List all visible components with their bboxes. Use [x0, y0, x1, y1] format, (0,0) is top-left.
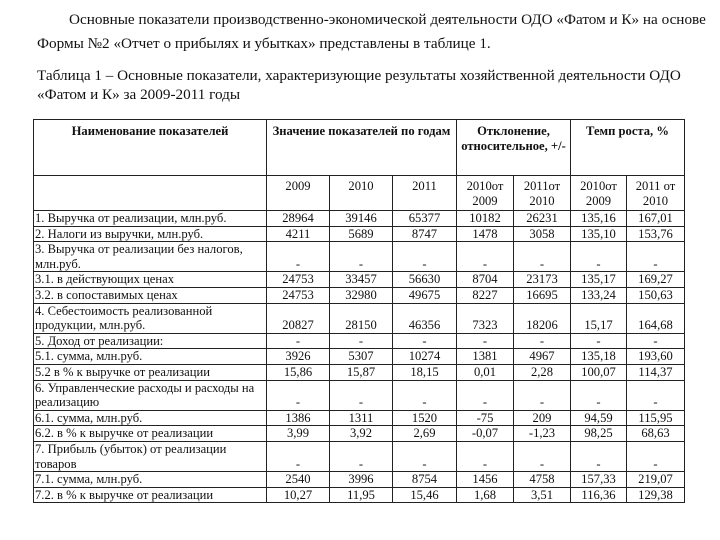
- value-cell: 3058: [514, 226, 571, 242]
- value-cell: 167,01: [627, 211, 685, 227]
- value-cell: 1386: [267, 410, 330, 426]
- value-cell: -: [393, 441, 457, 471]
- table-row: [34, 303, 685, 333]
- value-cell: 135,18: [571, 349, 627, 365]
- table-row: [34, 226, 685, 242]
- subheader-cell: 2010от 2009: [457, 176, 514, 211]
- value-cell: -75: [457, 410, 514, 426]
- value-cell: -: [393, 380, 457, 410]
- row-label: 6.1. сумма, млн.руб.: [34, 410, 267, 426]
- row-label: 3.1. в действующих ценах: [34, 272, 267, 288]
- value-cell: 65377: [393, 211, 457, 227]
- value-cell: 23173: [514, 272, 571, 288]
- header-name: Наименование показателей: [34, 120, 267, 176]
- value-cell: -: [330, 380, 393, 410]
- value-cell: -: [393, 333, 457, 349]
- value-cell: -: [571, 441, 627, 471]
- row-label: 5.1. сумма, млн.руб.: [34, 349, 267, 365]
- value-cell: -: [571, 333, 627, 349]
- value-cell: 1478: [457, 226, 514, 242]
- header-deviation: Отклонение, относительное, +/-: [457, 120, 571, 176]
- value-cell: -: [330, 242, 393, 272]
- table-row: [34, 287, 685, 303]
- value-cell: 68,63: [627, 426, 685, 442]
- value-cell: 1,68: [457, 487, 514, 503]
- table-row: [34, 441, 685, 471]
- value-cell: -: [267, 441, 330, 471]
- table-row: [34, 242, 685, 272]
- value-cell: 3,99: [267, 426, 330, 442]
- value-cell: -: [514, 333, 571, 349]
- value-cell: 46356: [393, 303, 457, 333]
- table-row: [34, 380, 685, 410]
- value-cell: 24753: [267, 272, 330, 288]
- value-cell: 8747: [393, 226, 457, 242]
- subheader-cell: 2011 от 2010: [627, 176, 685, 211]
- subheader-empty: [34, 176, 267, 211]
- value-cell: 133,24: [571, 287, 627, 303]
- value-cell: 56630: [393, 272, 457, 288]
- table-row: [34, 364, 685, 380]
- row-label: 7. Прибыль (убыток) от реализации товаров: [34, 441, 267, 471]
- table-row: [34, 349, 685, 365]
- value-cell: 32980: [330, 287, 393, 303]
- row-label: 7.2. в % к выручке от реализации: [34, 487, 267, 503]
- value-cell: 5689: [330, 226, 393, 242]
- value-cell: -: [267, 333, 330, 349]
- row-label: 3.2. в сопоставимых ценах: [34, 287, 267, 303]
- value-cell: 26231: [514, 211, 571, 227]
- table-row: [34, 426, 685, 442]
- value-cell: 3,92: [330, 426, 393, 442]
- value-cell: 3926: [267, 349, 330, 365]
- value-cell: -: [267, 242, 330, 272]
- value-cell: 4967: [514, 349, 571, 365]
- value-cell: -: [330, 441, 393, 471]
- value-cell: 15,87: [330, 364, 393, 380]
- value-cell: -: [627, 441, 685, 471]
- row-label: 5.2 в % к выручке от реализации: [34, 364, 267, 380]
- value-cell: 116,36: [571, 487, 627, 503]
- value-cell: 20827: [267, 303, 330, 333]
- table-row: [34, 472, 685, 488]
- subheader-cell: 2009: [267, 176, 330, 211]
- value-cell: 18206: [514, 303, 571, 333]
- value-cell: 7323: [457, 303, 514, 333]
- value-cell: 115,95: [627, 410, 685, 426]
- subheader-row: [34, 176, 685, 211]
- header-values: Значение показателей по годам: [267, 120, 457, 176]
- value-cell: 18,15: [393, 364, 457, 380]
- value-cell: 4211: [267, 226, 330, 242]
- table-row: [34, 410, 685, 426]
- subheader-cell: 2011от 2010: [514, 176, 571, 211]
- value-cell: 11,95: [330, 487, 393, 503]
- value-cell: 150,63: [627, 287, 685, 303]
- value-cell: 114,37: [627, 364, 685, 380]
- subheader-cell: 2010от 2009: [571, 176, 627, 211]
- value-cell: -1,23: [514, 426, 571, 442]
- value-cell: 94,59: [571, 410, 627, 426]
- value-cell: 2,69: [393, 426, 457, 442]
- table-caption: Таблица 1 – Основные показатели, характеризующие результаты хозяйственной деятельности ОДО «Фатом и К» за 2009-2011 годы: [37, 67, 681, 103]
- value-cell: 219,07: [627, 472, 685, 488]
- value-cell: -: [457, 441, 514, 471]
- indicators-table: [33, 119, 685, 503]
- row-label: 1. Выручка от реализации, млн.руб.: [34, 211, 267, 227]
- value-cell: 39146: [330, 211, 393, 227]
- row-label: 2. Налоги из выручки, млн.руб.: [34, 226, 267, 242]
- value-cell: -: [627, 380, 685, 410]
- value-cell: -: [267, 380, 330, 410]
- row-label: 6. Управленческие расходы и расходы на реализацию: [34, 380, 267, 410]
- table-row: [34, 487, 685, 503]
- value-cell: 28150: [330, 303, 393, 333]
- value-cell: 10274: [393, 349, 457, 365]
- value-cell: -: [457, 380, 514, 410]
- intro-paragraph: Основные показатели производственно-экономической деятельности ОДО «Фатом и К» на основе Формы №2 «Отчет о прибылях и убытках» представлены в таблице 1.: [37, 11, 706, 52]
- value-cell: -: [514, 441, 571, 471]
- value-cell: -: [627, 242, 685, 272]
- value-cell: 164,68: [627, 303, 685, 333]
- value-cell: 153,76: [627, 226, 685, 242]
- value-cell: 33457: [330, 272, 393, 288]
- value-cell: 8704: [457, 272, 514, 288]
- value-cell: 49675: [393, 287, 457, 303]
- table-body: [34, 211, 685, 503]
- value-cell: 2,28: [514, 364, 571, 380]
- value-cell: 157,33: [571, 472, 627, 488]
- value-cell: -: [514, 380, 571, 410]
- table-row: [34, 333, 685, 349]
- value-cell: -: [457, 333, 514, 349]
- value-cell: 2540: [267, 472, 330, 488]
- value-cell: 1311: [330, 410, 393, 426]
- value-cell: -: [571, 380, 627, 410]
- value-cell: 15,46: [393, 487, 457, 503]
- value-cell: 193,60: [627, 349, 685, 365]
- value-cell: 169,27: [627, 272, 685, 288]
- value-cell: 8227: [457, 287, 514, 303]
- value-cell: 4758: [514, 472, 571, 488]
- subheader-cell: 2010: [330, 176, 393, 211]
- table-row: [34, 272, 685, 288]
- value-cell: 209: [514, 410, 571, 426]
- value-cell: 5307: [330, 349, 393, 365]
- value-cell: 100,07: [571, 364, 627, 380]
- value-cell: 135,17: [571, 272, 627, 288]
- value-cell: 10182: [457, 211, 514, 227]
- value-cell: 1381: [457, 349, 514, 365]
- value-cell: -: [514, 242, 571, 272]
- value-cell: 24753: [267, 287, 330, 303]
- value-cell: 15,17: [571, 303, 627, 333]
- value-cell: 3996: [330, 472, 393, 488]
- value-cell: -: [330, 333, 393, 349]
- header-growth: Темп роста, %: [571, 120, 685, 176]
- value-cell: 135,16: [571, 211, 627, 227]
- value-cell: -: [627, 333, 685, 349]
- row-label: 7.1. сумма, млн.руб.: [34, 472, 267, 488]
- value-cell: 129,38: [627, 487, 685, 503]
- value-cell: 16695: [514, 287, 571, 303]
- row-label: 4. Себестоимость реализованной продукции, млн.руб.: [34, 303, 267, 333]
- value-cell: 10,27: [267, 487, 330, 503]
- value-cell: 8754: [393, 472, 457, 488]
- value-cell: 1456: [457, 472, 514, 488]
- value-cell: 1520: [393, 410, 457, 426]
- value-cell: 98,25: [571, 426, 627, 442]
- value-cell: -: [393, 242, 457, 272]
- value-cell: -: [457, 242, 514, 272]
- row-label: 5. Доход от реализации:: [34, 333, 267, 349]
- value-cell: -0,07: [457, 426, 514, 442]
- value-cell: 15,86: [267, 364, 330, 380]
- row-label: 6.2. в % к выручке от реализации: [34, 426, 267, 442]
- subheader-cell: 2011: [393, 176, 457, 211]
- row-label: 3. Выручка от реализации без налогов, млн.руб.: [34, 242, 267, 272]
- value-cell: 0,01: [457, 364, 514, 380]
- value-cell: 135,10: [571, 226, 627, 242]
- value-cell: 28964: [267, 211, 330, 227]
- table-row: [34, 211, 685, 227]
- value-cell: 3,51: [514, 487, 571, 503]
- value-cell: -: [571, 242, 627, 272]
